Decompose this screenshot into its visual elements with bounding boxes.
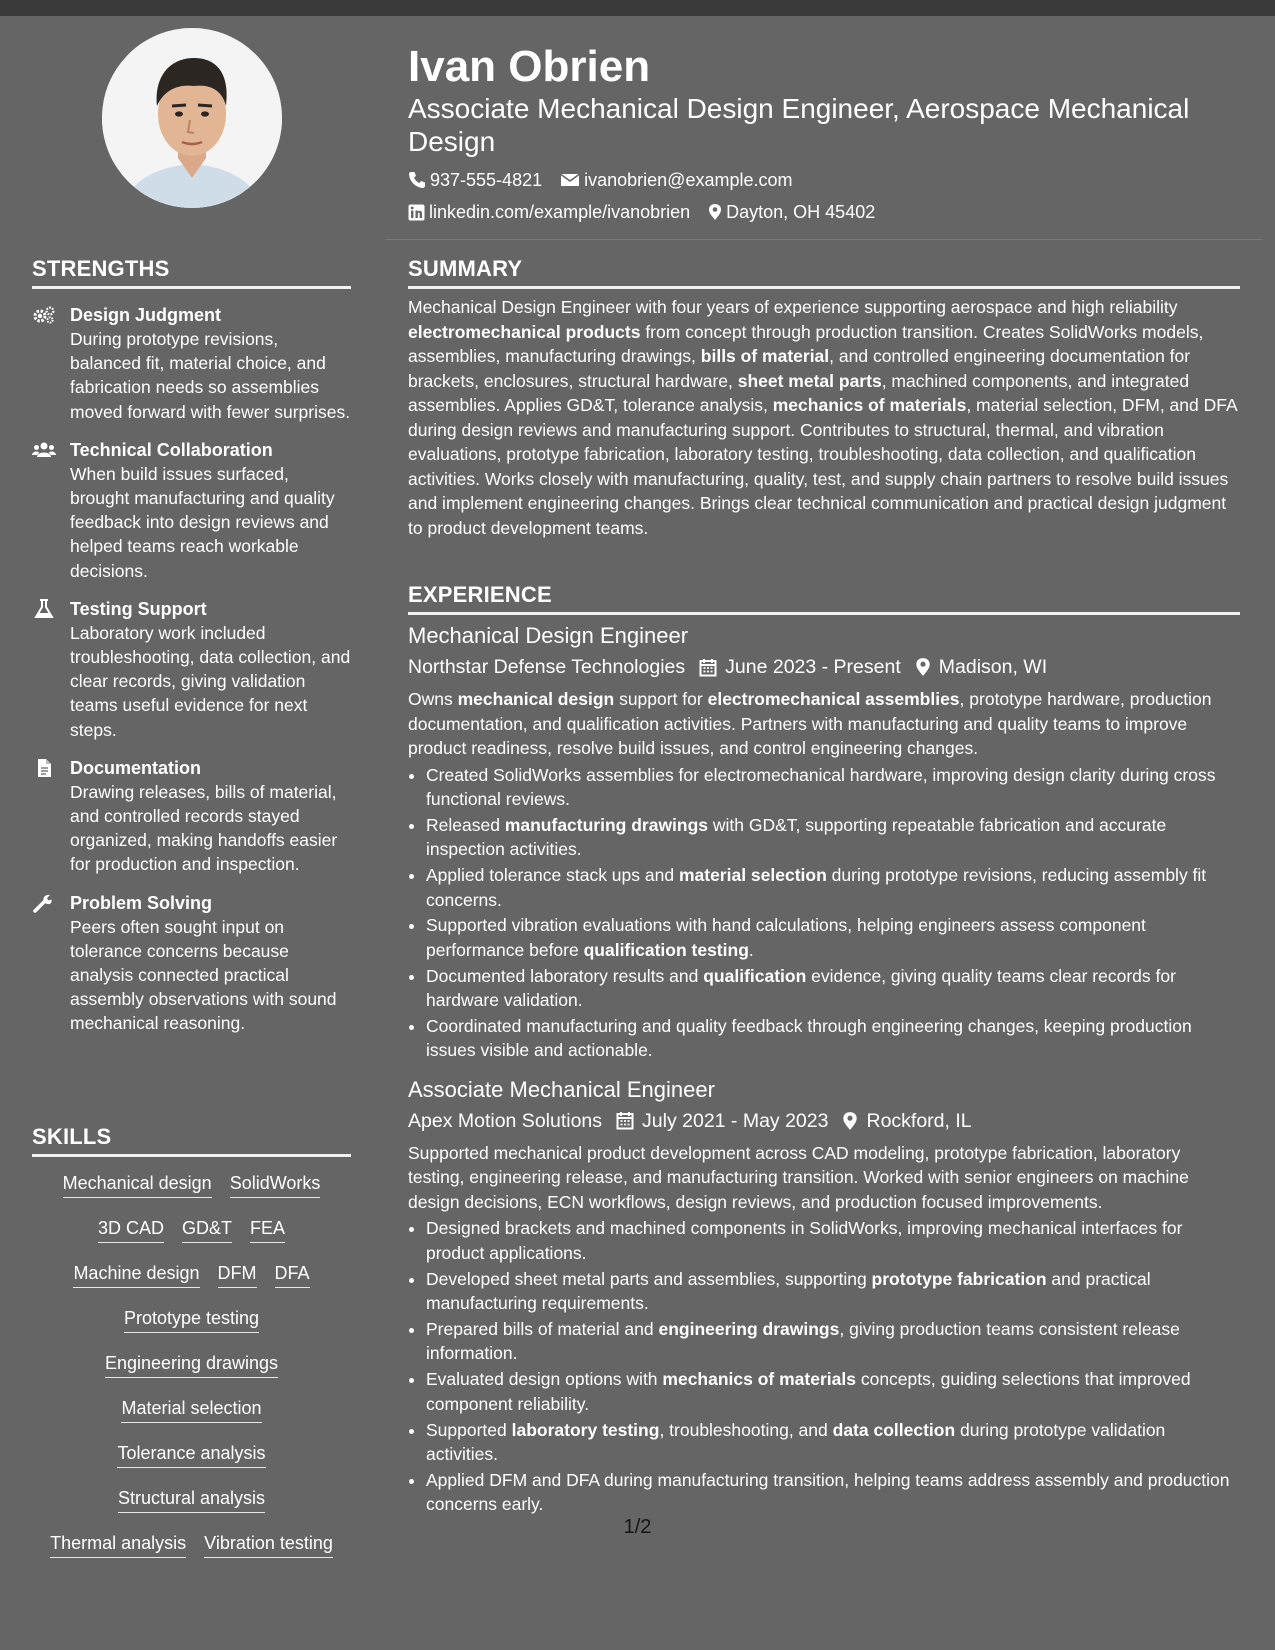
strength-item bbox=[32, 756, 351, 877]
emphasis-text: electromechanical assemblies bbox=[707, 689, 960, 709]
wrench-icon bbox=[32, 893, 56, 913]
strength-desc: Drawing releases, bills of material, and controlled records stayed organized, making handoffs easier for production and inspection. bbox=[70, 781, 338, 875]
bullet-item bbox=[426, 1418, 1240, 1467]
strength-title: Technical Collaboration bbox=[70, 439, 273, 460]
skill-tag: GD&T bbox=[182, 1216, 232, 1243]
text-run: , giving production teams consistent release information. bbox=[426, 1319, 1180, 1364]
job-dates bbox=[699, 653, 901, 681]
text-run: Supported vibration evaluations with hand calculations, helping engineers assess component performance before bbox=[426, 915, 1146, 960]
calendar-icon bbox=[699, 658, 717, 677]
emphasis-text: mechanics of materials bbox=[772, 395, 967, 415]
text-run: Created SolidWorks assemblies for electromechanical hardware, improving design clarity during cross functional reviews. bbox=[426, 764, 1216, 809]
text-run: , machined components, and integrated assemblies. Applies GD&T, tolerance analysis, bbox=[408, 370, 1190, 415]
document-icon bbox=[32, 758, 56, 778]
skill-row bbox=[32, 1306, 351, 1351]
phone-text: 937-555-4821 bbox=[430, 170, 543, 190]
text-run: Documented laboratory results and bbox=[426, 965, 704, 986]
skill-tag: 3D CAD bbox=[98, 1216, 164, 1243]
text-run: Supported bbox=[426, 1419, 512, 1440]
emphasis-text: bills of material bbox=[700, 346, 830, 366]
emphasis-text: laboratory testing bbox=[511, 1419, 660, 1440]
job-meta bbox=[408, 653, 1240, 681]
skill-tag: Mechanical design bbox=[63, 1171, 212, 1198]
text-run: Supported mechanical product development across CAD modeling, prototype fabrication, laboratory testing, engineering release, and manufacturing transition. Worked with senior engineers on machine design decisions, ECN workflows, design reviews, and production focused improvements. bbox=[408, 1142, 1189, 1212]
linkedin-text[interactable]: linkedin.com/example/ivanobrien bbox=[429, 202, 691, 222]
emphasis-text: electromechanical products bbox=[408, 321, 641, 342]
job-location bbox=[915, 653, 1047, 681]
job-meta bbox=[408, 1107, 1240, 1135]
strength-title: Documentation bbox=[70, 757, 202, 778]
text-run: , prototype hardware, production documentation, and qualification activities. Partners with manufacturing and quality teams to improve product readiness, resolve build issues, and control engineering changes. bbox=[408, 689, 1212, 758]
skill-tag: DFA bbox=[275, 1261, 310, 1288]
emphasis-text: material selection bbox=[678, 865, 827, 886]
bullet-item bbox=[426, 1367, 1240, 1416]
skill-tag: Engineering drawings bbox=[105, 1351, 278, 1378]
job-bullets bbox=[408, 1216, 1240, 1516]
job-location-text: Rockford, IL bbox=[866, 1109, 972, 1132]
emphasis-text: sheet metal parts bbox=[737, 370, 882, 391]
skill-row bbox=[32, 1441, 351, 1486]
text-run: Coordinated manufacturing and quality feedback through engineering changes, keeping production issues visible and actionable. bbox=[426, 1016, 1192, 1061]
text-run: Applied tolerance stack ups and bbox=[426, 865, 679, 886]
linkedin-icon bbox=[408, 204, 425, 221]
text-run: during prototype validation activities. bbox=[426, 1419, 1166, 1465]
email-contact[interactable] bbox=[560, 168, 792, 192]
strength-title: Design Judgment bbox=[70, 305, 222, 325]
map-pin-icon bbox=[708, 203, 722, 221]
phone-icon bbox=[408, 171, 426, 189]
text-run: Mechanical Design Engineer with four years of experience supporting aerospace and high reliability bbox=[408, 297, 1178, 317]
text-run: concepts, guiding selections that improved component reliability. bbox=[426, 1369, 1191, 1414]
bullet-item bbox=[426, 1317, 1240, 1366]
bullet-item bbox=[426, 863, 1240, 912]
skill-row bbox=[32, 1351, 351, 1396]
emphasis-text: engineering drawings bbox=[658, 1319, 840, 1339]
text-run: Developed sheet metal parts and assemblies, supporting bbox=[426, 1268, 872, 1289]
bullet-item bbox=[426, 763, 1240, 812]
strength-desc: During prototype revisions, balanced fit, material choice, and fabrication needs so assemblies moved forward with fewer surprises. bbox=[70, 329, 351, 422]
skill-row bbox=[32, 1396, 351, 1441]
strengths-heading: STRENGTHS bbox=[32, 256, 351, 289]
map-pin-icon bbox=[842, 1111, 858, 1131]
location-text: Dayton, OH 45402 bbox=[726, 202, 876, 222]
skill-tag: Material selection bbox=[121, 1396, 261, 1423]
bullet-item bbox=[426, 1216, 1240, 1265]
top-bar bbox=[0, 0, 1275, 16]
header-divider bbox=[386, 239, 1262, 240]
strength-desc: Laboratory work included troubleshooting, data collection, and clear records, giving validation teams useful evidence for next steps. bbox=[70, 622, 351, 740]
skills-section bbox=[32, 1124, 351, 1576]
text-run: with GD&T, supporting repeatable fabrication and accurate inspection activities. bbox=[426, 814, 1167, 860]
emphasis-text: prototype fabrication bbox=[871, 1268, 1047, 1289]
emphasis-text: manufacturing drawings bbox=[504, 814, 709, 835]
job-dates-text: July 2021 - May 2023 bbox=[642, 1109, 829, 1132]
job-entry bbox=[408, 1075, 1240, 1517]
job-location-text: Madison, WI bbox=[938, 656, 1048, 678]
text-run: , material selection, DFM, and DFA during design reviews and manufacturing support. Contributes to structural, thermal, and vibration evaluations, prototype fabrication, laboratory testing, troubleshooting, data collection, and qualification activities. Works closely with manufacturing, quality, test, and supply chain partners to resolve build issues and implement engineering changes. Brings clear technical communication and practical design judgment to product development teams. bbox=[408, 395, 1237, 538]
bullet-item bbox=[426, 813, 1240, 862]
strengths-section bbox=[32, 256, 351, 1036]
text-run: during prototype revisions, reducing assembly fit concerns. bbox=[426, 865, 1207, 910]
skill-row bbox=[32, 1171, 351, 1216]
emphasis-text: qualification bbox=[703, 965, 807, 986]
calendar-icon bbox=[616, 1111, 634, 1130]
job-bullets bbox=[408, 763, 1240, 1063]
job-dates bbox=[616, 1107, 828, 1135]
text-run: Applied DFM and DFA during manufacturing transition, helping teams address assembly and production concerns early. bbox=[426, 1469, 1230, 1515]
text-run: evidence, giving quality teams clear records for hardware validation. bbox=[426, 965, 1176, 1011]
text-run: support for bbox=[614, 689, 708, 709]
skill-tag: Thermal analysis bbox=[50, 1531, 186, 1558]
contact-row-2 bbox=[408, 200, 893, 224]
job-intro bbox=[408, 687, 1240, 761]
emphasis-text: qualification testing bbox=[583, 939, 749, 960]
strength-desc: When build issues surfaced, brought manufacturing and quality feedback into design reviews and helped teams reach workable decisions. bbox=[70, 463, 335, 581]
candidate-name: Ivan Obrien bbox=[408, 42, 651, 91]
experience-section bbox=[408, 582, 1240, 1518]
text-run: , and controlled engineering documentation for brackets, enclosures, structural hardware, bbox=[408, 346, 1191, 391]
skill-tag: Vibration testing bbox=[204, 1531, 333, 1558]
skill-tag: Prototype testing bbox=[124, 1306, 259, 1333]
job-dates-text: June 2023 - Present bbox=[725, 656, 901, 678]
summary-heading: SUMMARY bbox=[408, 256, 1240, 289]
phone-contact bbox=[408, 168, 542, 192]
job-company: Apex Motion Solutions bbox=[408, 1109, 603, 1132]
text-run: from concept through production transition. Creates SolidWorks models, assemblies, manufacturing drawings, bbox=[408, 321, 1204, 366]
summary-section bbox=[408, 256, 1240, 540]
skill-tag: SolidWorks bbox=[230, 1171, 321, 1198]
text-run: , troubleshooting, and bbox=[659, 1419, 833, 1440]
job-entry bbox=[408, 621, 1240, 1063]
job-title: Mechanical Design Engineer bbox=[408, 623, 689, 648]
skill-tag: Structural analysis bbox=[118, 1486, 265, 1513]
avatar bbox=[102, 28, 282, 208]
strength-title: Problem Solving bbox=[70, 892, 213, 913]
location-contact bbox=[708, 200, 875, 224]
text-run: and practical manufacturing requirements. bbox=[426, 1268, 1151, 1314]
job-intro bbox=[408, 1141, 1240, 1215]
emphasis-text: mechanics of materials bbox=[662, 1369, 856, 1390]
bullet-item bbox=[426, 964, 1240, 1013]
flask-icon bbox=[32, 599, 56, 619]
experience-heading: EXPERIENCE bbox=[408, 582, 1240, 615]
job-location bbox=[842, 1107, 971, 1135]
skill-row bbox=[32, 1216, 351, 1261]
envelope-icon bbox=[560, 172, 580, 188]
resume-page bbox=[0, 16, 1275, 1650]
text-run: Prepared bills of material and bbox=[426, 1319, 659, 1339]
page-number: 1/2 bbox=[623, 1516, 652, 1538]
contact-row-1 bbox=[408, 168, 810, 192]
emphasis-text: data collection bbox=[832, 1419, 956, 1440]
bullet-item bbox=[426, 1267, 1240, 1316]
text-run: Owns bbox=[408, 689, 458, 709]
job-company: Northstar Defense Technologies bbox=[408, 656, 686, 678]
skill-row bbox=[32, 1261, 351, 1306]
email-text[interactable]: ivanobrien@example.com bbox=[584, 170, 793, 190]
linkedin-contact[interactable] bbox=[408, 200, 690, 224]
strength-item bbox=[32, 891, 351, 1036]
text-run: Designed brackets and machined components in SolidWorks, improving mechanical interfaces for product applications. bbox=[426, 1218, 1183, 1263]
text-run: . bbox=[748, 939, 754, 960]
strength-desc: Peers often sought input on tolerance concerns because analysis connected practical assembly observations with sound mechanical reasoning. bbox=[70, 916, 337, 1034]
bullet-item bbox=[426, 913, 1240, 962]
emphasis-text: mechanical design bbox=[457, 689, 615, 709]
skill-tag: Machine design bbox=[73, 1261, 199, 1288]
users-icon bbox=[32, 440, 56, 460]
bullet-item bbox=[426, 1014, 1240, 1063]
strength-item bbox=[32, 597, 351, 742]
strength-item bbox=[32, 438, 351, 583]
strength-title: Testing Support bbox=[70, 598, 207, 619]
skill-tag: FEA bbox=[250, 1216, 285, 1243]
strength-item bbox=[32, 303, 351, 424]
skill-tag: Tolerance analysis bbox=[117, 1441, 265, 1468]
bullet-item bbox=[426, 1468, 1240, 1517]
gears-icon bbox=[32, 305, 56, 325]
map-pin-icon bbox=[915, 657, 931, 677]
skills-heading: SKILLS bbox=[32, 1124, 351, 1157]
summary-text bbox=[408, 295, 1240, 540]
text-run: Evaluated design options with bbox=[426, 1369, 663, 1390]
job-title: Associate Mechanical Engineer bbox=[408, 1076, 715, 1102]
text-run: Released bbox=[426, 814, 505, 835]
skill-tag: DFM bbox=[218, 1261, 257, 1288]
avatar-portrait bbox=[102, 28, 282, 208]
candidate-title: Associate Mechanical Design Engineer, Aerospace Mechanical Design bbox=[408, 93, 1190, 157]
